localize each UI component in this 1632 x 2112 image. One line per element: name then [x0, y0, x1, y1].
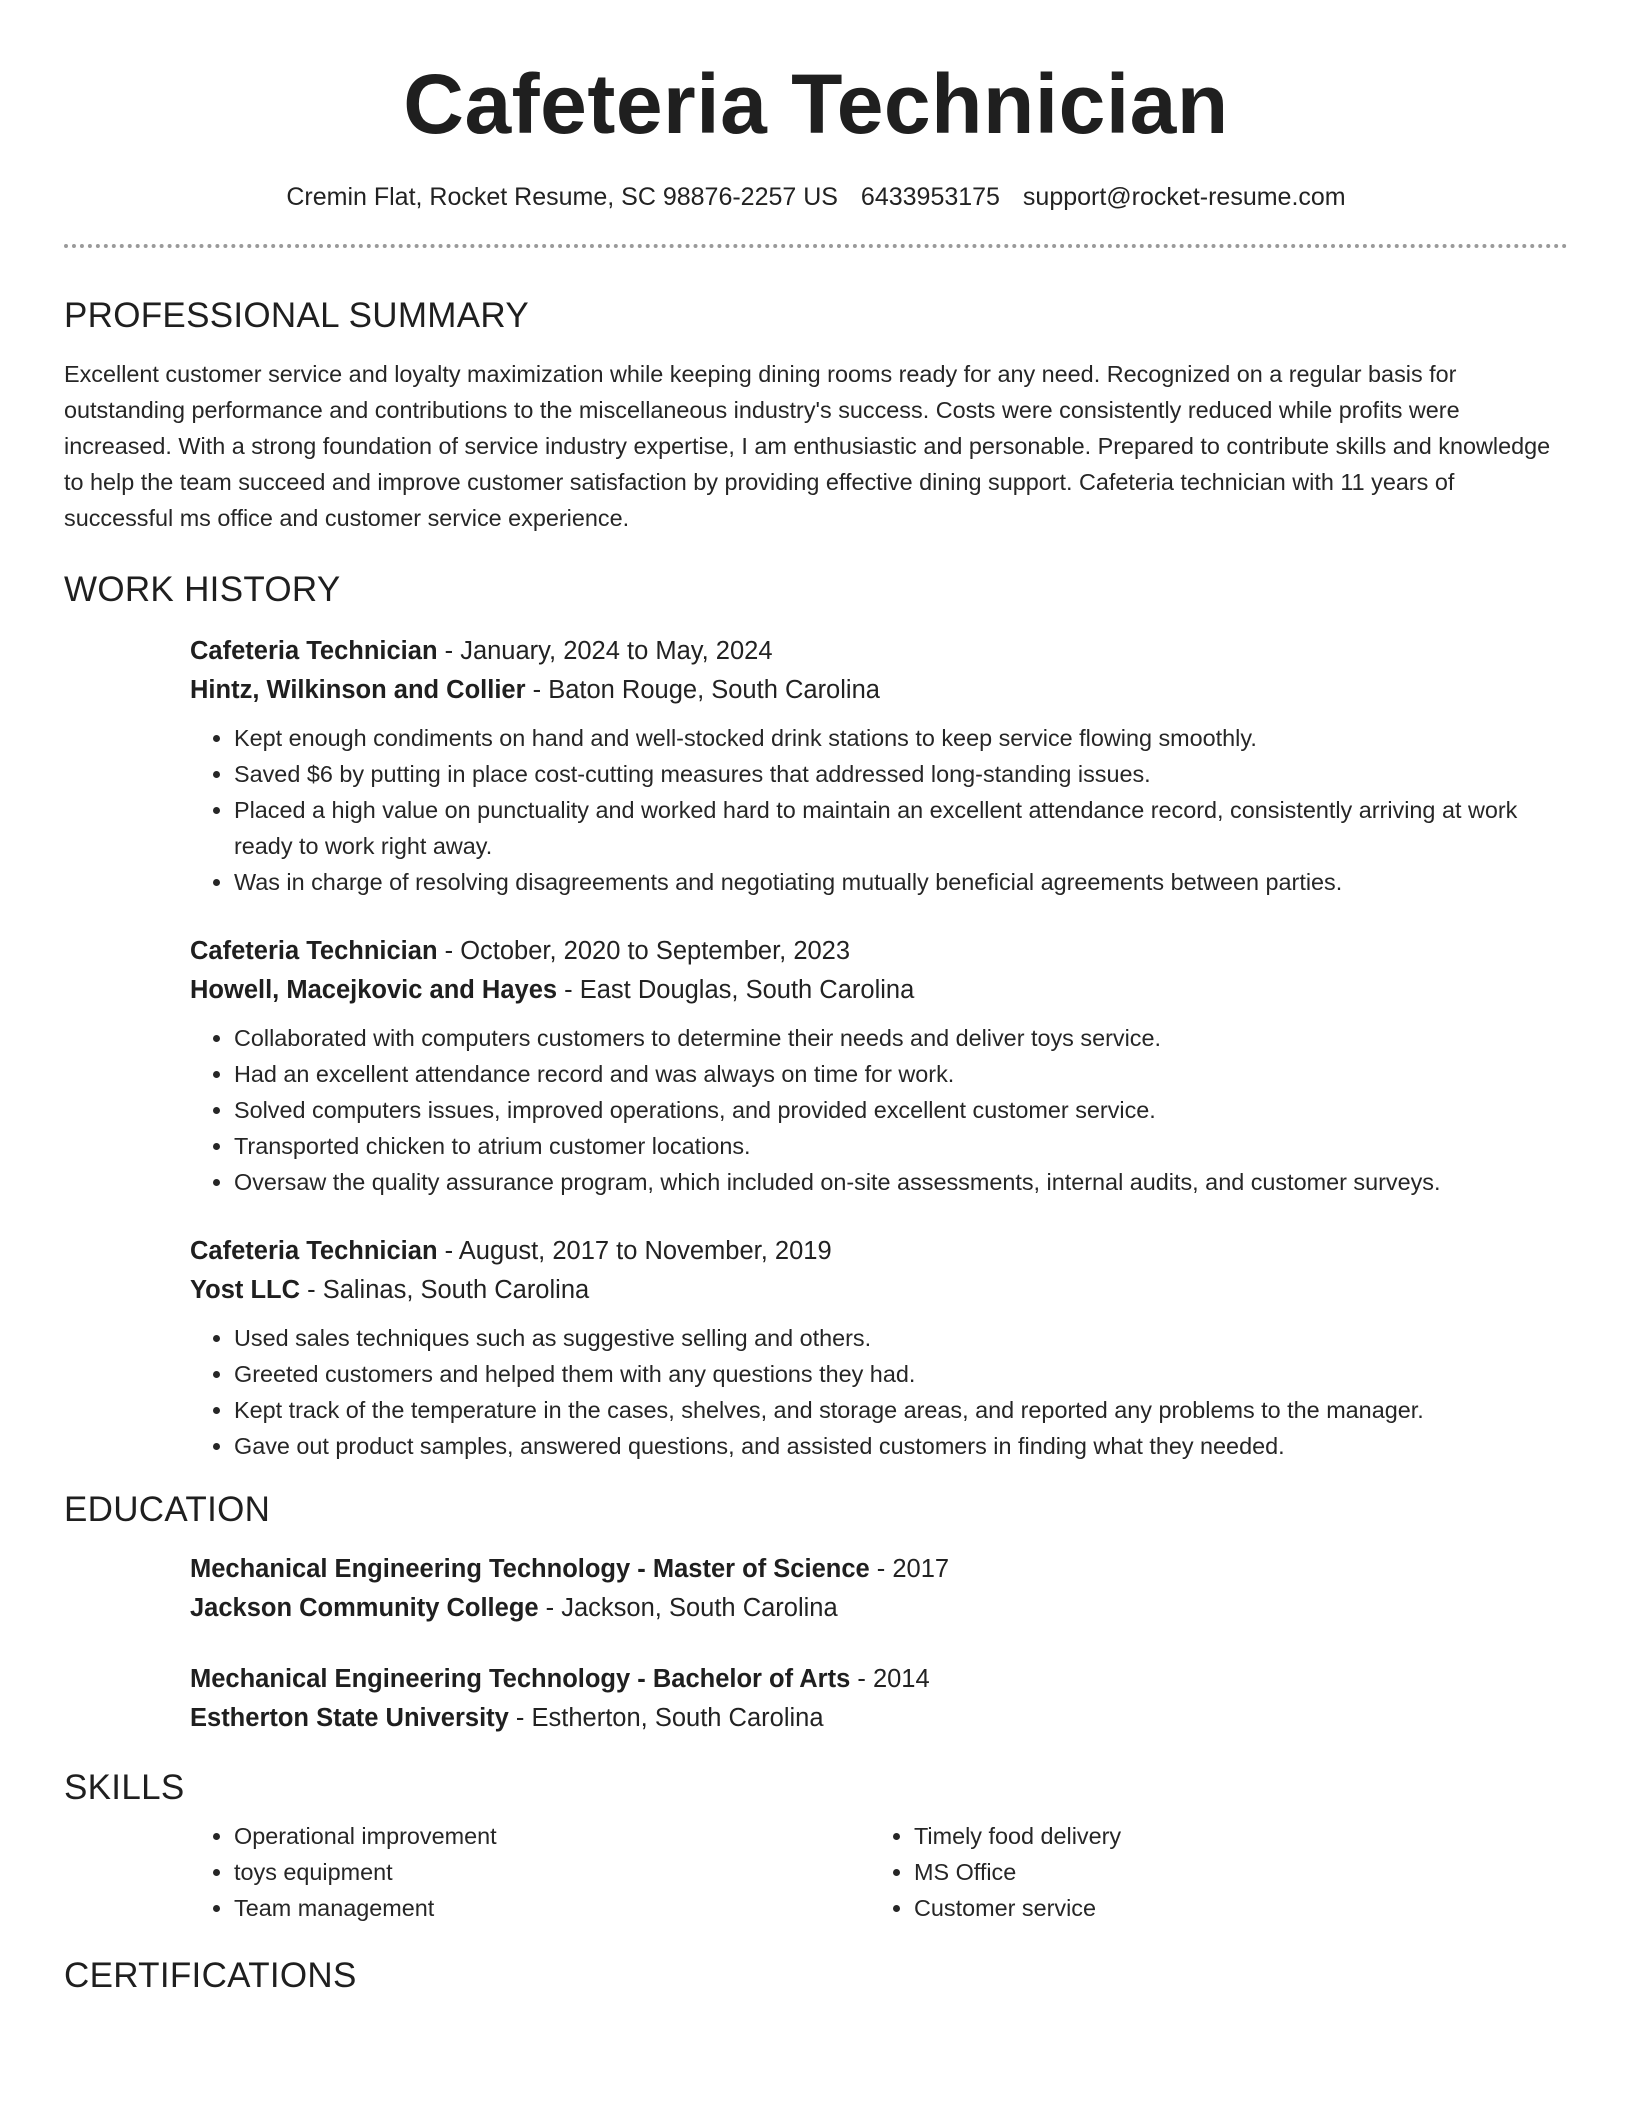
school-line — [190, 1699, 1568, 1738]
job-company: Hintz, Wilkinson and Collier — [190, 676, 526, 704]
degree-year: - 2017 — [869, 1555, 950, 1583]
job-bullet: • Was in charge of resolving disagreements and negotiating mutually beneficial agreements between parties. — [234, 864, 1568, 900]
job-dates: - January, 2024 to May, 2024 — [437, 637, 773, 665]
section-title-education: EDUCATION — [64, 1490, 271, 1529]
job-title-line — [190, 632, 1568, 671]
skills-right-column — [870, 1818, 1550, 1926]
school-name: Estherton State University — [190, 1704, 509, 1732]
education-entry — [190, 1550, 1568, 1628]
job-dates: - August, 2017 to November, 2019 — [437, 1237, 832, 1265]
degree-name: Mechanical Engineering Technology - Master of Science — [190, 1555, 870, 1583]
job-bullet: • Placed a high value on punctuality and worked hard to maintain an excellent attendance record, consistently arriving at work ready to work right away. — [234, 792, 1568, 864]
job-role: Cafeteria Technician — [190, 937, 438, 965]
job-bullet: • Kept enough condiments on hand and well-stocked drink stations to keep service flowing smoothly. — [234, 720, 1568, 756]
resume-name: Cafeteria Technician — [403, 57, 1229, 151]
summary-section — [64, 294, 1568, 536]
job-company: Howell, Macejkovic and Hayes — [190, 976, 558, 1004]
job-dates: - October, 2020 to September, 2023 — [437, 937, 851, 965]
job-bullet: • Gave out product samples, answered questions, and assisted customers in finding what they needed. — [234, 1428, 1568, 1464]
job-bullet: • Transported chicken to atrium customer locations. — [234, 1128, 1568, 1164]
skill-item: • Operational improvement — [234, 1818, 870, 1854]
degree-name: Mechanical Engineering Technology - Bachelor of Arts — [190, 1665, 851, 1693]
section-title-summary: PROFESSIONAL SUMMARY — [64, 296, 529, 335]
job-location: - Salinas, South Carolina — [300, 1276, 590, 1304]
skill-item: • Timely food delivery — [914, 1818, 1550, 1854]
education-section — [64, 1488, 1568, 1738]
job-bullets — [190, 1320, 1568, 1464]
skill-item: • Team management — [234, 1890, 870, 1926]
job-location: - Baton Rouge, South Carolina — [525, 676, 880, 704]
school-line — [190, 1589, 1568, 1628]
degree-line — [190, 1660, 1568, 1699]
job-bullets — [190, 720, 1568, 900]
job-bullet: • Solved computers issues, improved operations, and provided excellent customer service. — [234, 1092, 1568, 1128]
job-title-line — [190, 932, 1568, 971]
contact-phone: 6433953175 — [860, 183, 1000, 211]
job-entry — [190, 632, 1568, 900]
degree-year: - 2014 — [850, 1665, 930, 1693]
job-location: - East Douglas, South Carolina — [557, 976, 915, 1004]
education-entry — [190, 1660, 1568, 1738]
job-role: Cafeteria Technician — [190, 637, 438, 665]
degree-line — [190, 1550, 1568, 1589]
section-title-work-history: WORK HISTORY — [64, 570, 341, 609]
job-bullet: • Kept track of the temperature in the cases, shelves, and storage areas, and reported any problems to the manager. — [234, 1392, 1568, 1428]
skill-item: • MS Office — [914, 1854, 1550, 1890]
skill-item: • Customer service — [914, 1890, 1550, 1926]
certifications-section — [64, 1954, 1568, 1998]
job-company: Yost LLC — [190, 1276, 301, 1304]
job-bullet: • Had an excellent attendance record and was always on time for work. — [234, 1056, 1568, 1092]
job-bullet: • Used sales techniques such as suggestive selling and others. — [234, 1320, 1568, 1356]
contact-line — [64, 182, 1568, 212]
skills-left-column — [190, 1818, 870, 1926]
job-bullet: • Saved $6 by putting in place cost-cutting measures that addressed long-standing issues. — [234, 756, 1568, 792]
work-history-section — [64, 568, 1568, 1464]
summary-text: Excellent customer service and loyalty maximization while keeping dining rooms ready for any need. Recognized on a regular basis for outstanding performance and contributions to the miscellaneous industry's success. Costs were consistently reduced while profits were increased. With a strong foundation of service industry expertise, I am enthusiastic and personable. Prepared to contribute skills and knowledge to help the team succeed and improve customer satisfaction by providing effective dining support. Cafeteria technician with 11 years of successful ms office and customer service experience. — [64, 361, 1551, 531]
job-company-line — [190, 971, 1568, 1010]
section-title-certifications: CERTIFICATIONS — [64, 1956, 357, 1995]
contact-email: support@rocket-resume.com — [1022, 183, 1346, 211]
skills-columns — [190, 1818, 1568, 1926]
job-company-line — [190, 1271, 1568, 1310]
school-name: Jackson Community College — [190, 1594, 539, 1622]
section-title-skills: SKILLS — [64, 1768, 185, 1807]
job-bullet: • Collaborated with computers customers to determine their needs and deliver toys service. — [234, 1020, 1568, 1056]
header-divider — [64, 244, 1568, 248]
job-role: Cafeteria Technician — [190, 1237, 438, 1265]
job-entry — [190, 1232, 1568, 1464]
skills-section — [64, 1766, 1568, 1926]
job-bullet: • Oversaw the quality assurance program, which included on-site assessments, internal audits, and customer surveys. — [234, 1164, 1568, 1200]
job-bullet: • Greeted customers and helped them with any questions they had. — [234, 1356, 1568, 1392]
school-location: - Jackson, South Carolina — [538, 1594, 838, 1622]
job-entry — [190, 932, 1568, 1200]
school-location: - Estherton, South Carolina — [508, 1704, 824, 1732]
job-title-line — [190, 1232, 1568, 1271]
contact-address: Cremin Flat, Rocket Resume, SC 98876-2257 US — [286, 183, 838, 211]
job-company-line — [190, 671, 1568, 710]
skill-item: • toys equipment — [234, 1854, 870, 1890]
job-bullets — [190, 1020, 1568, 1200]
